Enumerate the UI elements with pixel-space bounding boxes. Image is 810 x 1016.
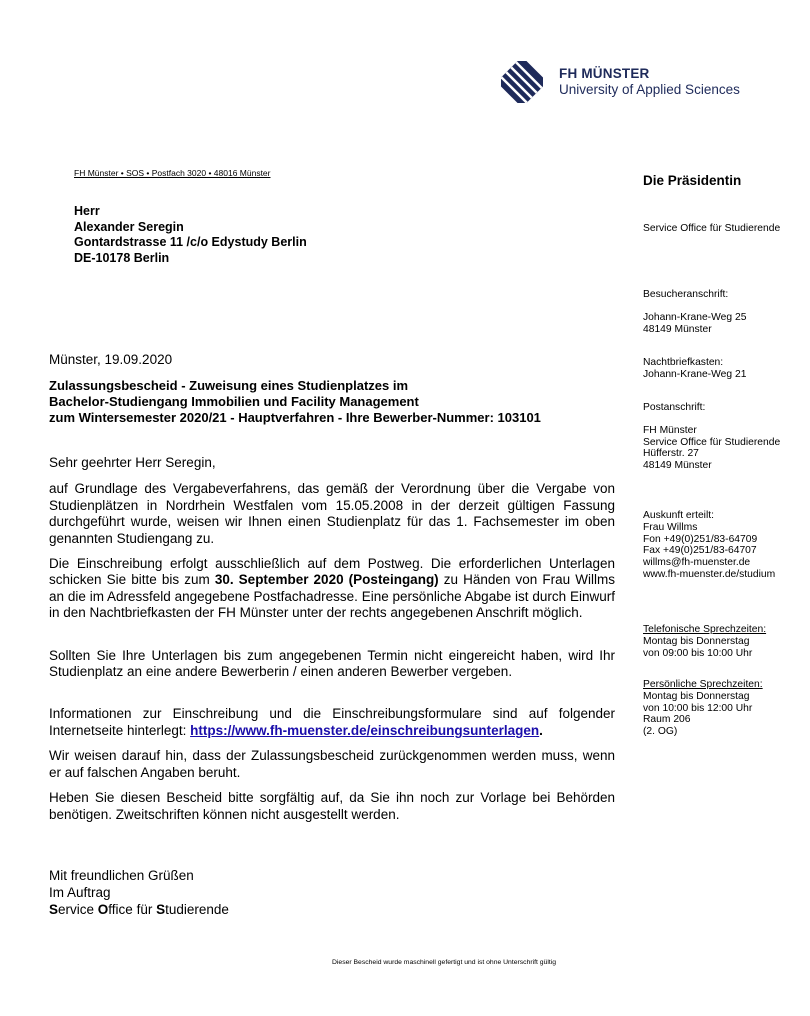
greeting: Sehr geehrter Herr Seregin,	[49, 455, 216, 470]
paragraph-keep-notice: Heben Sie diesen Bescheid bitte sorgfältig auf, da Sie ihn noch zur Vorlage bei Behörden benötigen. Zweitschriften können nicht ausgestellt werden.	[49, 790, 615, 822]
fh-muenster-logo	[501, 61, 791, 103]
paragraph-allocation: auf Grundlage des Vergabeverfahrens, das gemäß der Verordnung über die Vergabe von Studienplätzen in Nordrhein Westfalen vom 15.05.2008 in der derzeit gültigen Fassung durchgeführt wurde, weisen wir Ihnen einen Studienplatz für das 1. Fachsemester im oben genannten Studiengang zu.	[49, 481, 615, 546]
info-period: .	[539, 722, 543, 738]
visitor-address	[643, 289, 746, 335]
phone-hours-line: Montag bis Donnerstag	[643, 635, 750, 647]
info-label: Auskunft erteilt:	[643, 510, 714, 521]
postal-line: Service Office für Studierende	[643, 436, 781, 448]
enrollment-text-cont: zu Händen von Frau Willms an die im Adressfeld angegebene Postfachadresse. Eine persönliche Abgabe ist durch Einwurf in den Nachtbriefkasten der FH Münster unter der rechts angegebenen Anschrift möglich.	[49, 572, 615, 621]
closing-office	[49, 901, 229, 918]
office-initial: O	[97, 902, 109, 917]
recipient-name: Alexander Seregin	[74, 219, 184, 234]
info-line: Frau Willms	[643, 521, 698, 533]
postal-label: Postanschrift:	[643, 402, 706, 413]
phone-hours	[643, 624, 766, 659]
office-word: tudierende	[165, 902, 229, 917]
office-word: ffice für	[108, 902, 157, 917]
sender-return-address: FH Münster • SOS • Postfach 3020 • 48016 Münster	[74, 168, 271, 178]
subject-line: Zulassungsbescheid - Zuweisung eines Studienplatzes im	[49, 378, 409, 393]
visitor-line: 48149 Münster	[643, 323, 712, 335]
letter-body	[49, 455, 615, 823]
info-email: willms@fh-muenster.de	[643, 557, 751, 569]
postal-line: Hüfferstr. 27	[643, 448, 699, 460]
personal-hours-line: von 10:00 bis 12:00 Uhr	[643, 702, 753, 714]
office-initial: S	[156, 902, 166, 917]
visitor-label: Besucheranschrift:	[643, 289, 729, 300]
subject-line: Bachelor-Studiengang Immobilien und Facility Management	[49, 394, 419, 409]
recipient-salutation: Herr	[74, 204, 100, 218]
deadline: 30. September 2020 (Posteingang)	[214, 572, 439, 588]
side-title: Die Präsidentin	[643, 173, 742, 188]
letter-closing	[49, 867, 229, 918]
visitor-line: Johann-Krane-Weg 25	[643, 311, 747, 323]
paragraph-deadline-warning: Sollten Sie Ihre Unterlagen bis zum angegebenen Termin nicht eingereicht haben, wird Ihr Studienplatz an eine andere Bewerberin / einen anderen Bewerber vergeben.	[49, 647, 615, 680]
enrollment-text: Die Einschreibung erfolgt ausschließlich auf dem Postweg. Die erforderlichen Unterlagen schicken Sie bitte bis zum	[49, 556, 615, 588]
personal-hours-line: Raum 206	[643, 714, 691, 726]
personal-hours-line: (2. OG)	[643, 726, 678, 738]
paragraph-enrollment	[49, 556, 615, 622]
recipient-city: DE-10178 Berlin	[74, 250, 170, 265]
recipient-street: Gontardstrasse 11 /c/o Edystudy Berlin	[74, 235, 307, 249]
side-office: Service Office für Studierende	[643, 223, 781, 234]
footer-note: Dieser Bescheid wurde maschinell gefertigt und ist ohne Unterschrift gültig	[332, 959, 557, 966]
contact-info	[643, 510, 775, 581]
logo-title: FH MÜNSTER	[559, 66, 650, 81]
postal-line: 48149 Münster	[643, 460, 712, 472]
night-mailbox	[643, 357, 746, 381]
paragraph-info	[49, 706, 615, 739]
fh-logo-mark-icon	[501, 61, 543, 103]
info-line: Fax +49(0)251/83-64707	[643, 545, 757, 557]
paragraph-revocation: Wir weisen darauf hin, dass der Zulassungsbescheid zurückgenommen werden muss, wenn er auf falschen Angaben beruht.	[49, 748, 615, 780]
info-text: Informationen zur Einschreibung und die Einschreibungsformulare sind auf folgender Internetseite hinterlegt:	[49, 706, 615, 738]
night-line: Johann-Krane-Weg 21	[643, 368, 747, 380]
personal-hours-label: Persönliche Sprechzeiten:	[643, 679, 763, 690]
phone-hours-label: Telefonische Sprechzeiten:	[643, 624, 767, 635]
subject-line: zum Wintersemester 2020/21 - Hauptverfahren - Ihre Bewerber-Nummer: 103101	[49, 410, 541, 425]
letter-date: Münster, 19.09.2020	[49, 352, 173, 367]
closing-on-behalf: Im Auftrag	[49, 885, 111, 900]
enrollment-documents-link[interactable]: https://www.fh-muenster.de/einschreibungsunterlagen	[190, 722, 540, 738]
personal-hours-line: Montag bis Donnerstag	[643, 690, 750, 702]
personal-hours	[643, 679, 763, 738]
info-website: www.fh-muenster.de/studium	[643, 568, 776, 580]
closing-regards: Mit freundlichen Grüßen	[49, 868, 194, 883]
logo-subtitle: University of Applied Sciences	[559, 82, 740, 97]
info-line: Fon +49(0)251/83-64709	[643, 533, 758, 545]
phone-hours-line: von 09:00 bis 10:00 Uhr	[643, 647, 753, 659]
office-initial: S	[49, 902, 59, 917]
postal-line: FH Münster	[643, 424, 697, 436]
office-word: ervice	[58, 902, 98, 917]
postal-address	[643, 402, 780, 472]
night-label: Nachtbriefkasten:	[643, 357, 724, 368]
recipient-address	[74, 204, 307, 266]
letter-subject	[49, 378, 609, 426]
